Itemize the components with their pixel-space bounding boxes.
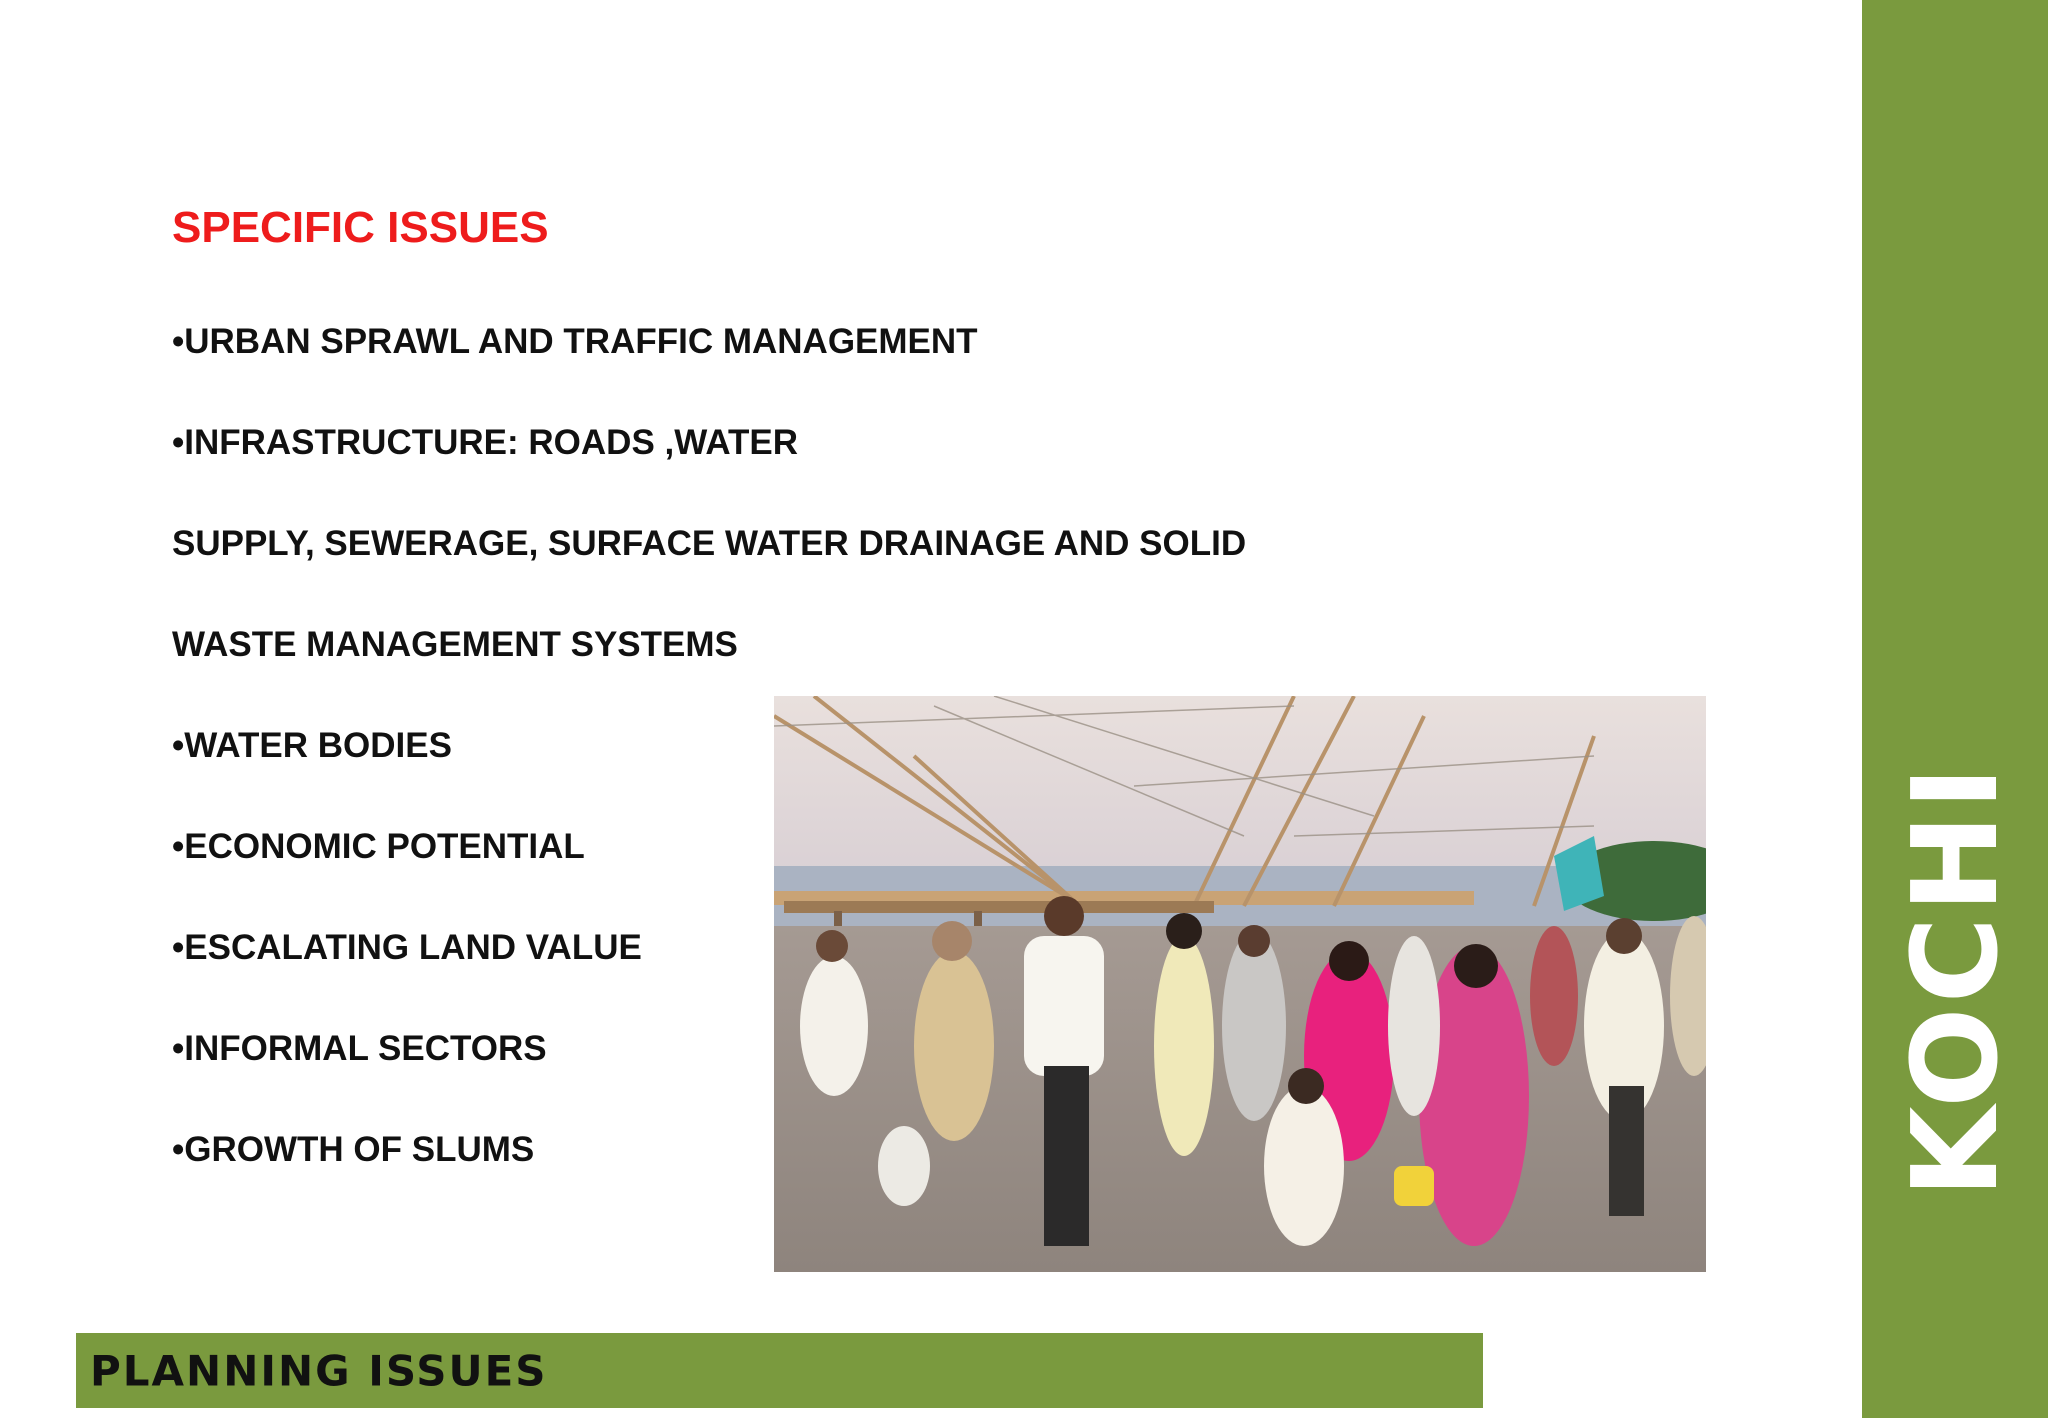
issue-line-slums: •GROWTH OF SLUMS xyxy=(172,1130,535,1169)
issue-line-water-bodies: •WATER BODIES xyxy=(172,726,452,765)
footer-bar xyxy=(76,1333,1483,1408)
issue-line-land-value: •ESCALATING LAND VALUE xyxy=(172,928,642,967)
section-heading: SPECIFIC ISSUES xyxy=(172,203,549,252)
side-banner-title: KOCHI xyxy=(1886,762,2024,1198)
footer-title: PLANNING ISSUES xyxy=(90,1346,548,1395)
side-banner xyxy=(1862,0,2048,1418)
issue-line-urban-sprawl: •URBAN SPRAWL AND TRAFFIC MANAGEMENT xyxy=(172,322,978,361)
issue-line-infrastructure-cont-2: WASTE MANAGEMENT SYSTEMS xyxy=(172,625,738,664)
issue-line-informal-sectors: •INFORMAL SECTORS xyxy=(172,1029,547,1068)
issue-line-infrastructure: •INFRASTRUCTURE: ROADS ,WATER xyxy=(172,423,799,462)
waterfront-crowd-photo xyxy=(774,696,1706,1272)
issue-line-economic-potential: •ECONOMIC POTENTIAL xyxy=(172,827,585,866)
issue-line-infrastructure-cont-1: SUPPLY, SEWERAGE, SURFACE WATER DRAINAGE AND SOLID xyxy=(172,524,1247,563)
